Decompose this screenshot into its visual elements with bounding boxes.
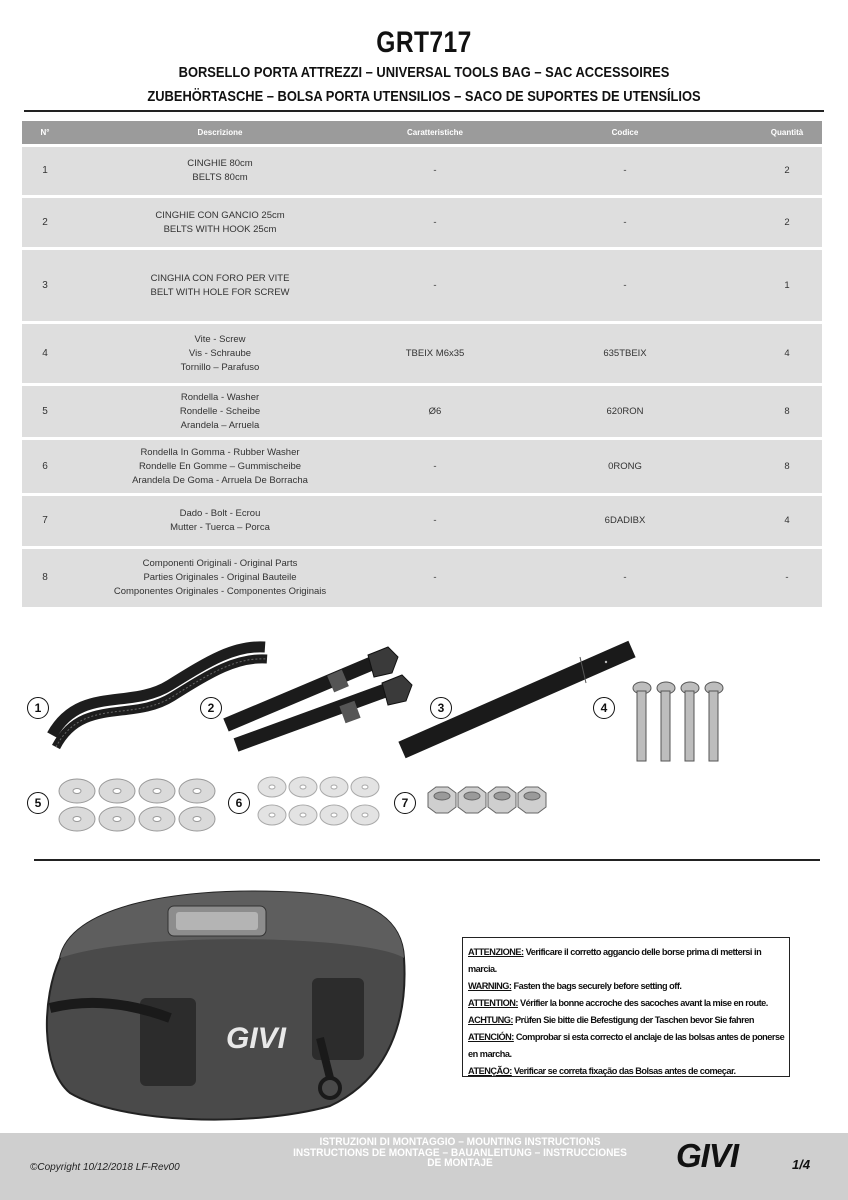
belt-80cm-image bbox=[52, 647, 267, 747]
desc-line: BELTS WITH HOOK 25cm bbox=[163, 223, 277, 235]
callout-6: 6 bbox=[228, 792, 250, 814]
row-code: 620RON bbox=[498, 386, 752, 437]
desc-line: CINGHIE 80cm bbox=[187, 158, 253, 169]
warning-text: Verificare il corretto aggancio delle borse prima di mettersi in marcia. bbox=[468, 947, 762, 974]
callout-5: 5 bbox=[27, 792, 49, 814]
desc-line: Tornillo – Parafuso bbox=[180, 361, 260, 373]
row-number: 2 bbox=[22, 198, 68, 247]
row-code: - bbox=[498, 549, 752, 607]
row-description bbox=[68, 250, 372, 321]
footer-line-3: DE MONTAJE bbox=[427, 1157, 493, 1169]
row-features: - bbox=[372, 496, 498, 546]
warning-box bbox=[462, 937, 790, 1077]
table-row bbox=[22, 198, 822, 247]
warning-pt bbox=[468, 1063, 785, 1080]
warning-key: ATENCIÓN: bbox=[468, 1032, 514, 1042]
warning-en bbox=[468, 978, 785, 995]
warning-key: ATTENTION: bbox=[468, 998, 518, 1008]
row-description bbox=[68, 324, 372, 383]
row-number: 5 bbox=[22, 386, 68, 437]
row-number: 6 bbox=[22, 440, 68, 493]
row-features: - bbox=[372, 198, 498, 247]
header-features: Caratteristiche bbox=[372, 121, 498, 144]
desc-line: Componentes Originales - Componentes Originais bbox=[113, 586, 327, 597]
row-quantity: 1 bbox=[752, 250, 822, 321]
desc-line: BELTS 80cm bbox=[192, 172, 248, 183]
row-number: 1 bbox=[22, 147, 68, 195]
row-quantity: 2 bbox=[752, 198, 822, 247]
row-features: - bbox=[372, 250, 498, 321]
row-quantity: - bbox=[752, 549, 822, 607]
desc-line: Rondella - Washer bbox=[180, 391, 260, 403]
row-description bbox=[68, 549, 372, 607]
row-number: 8 bbox=[22, 549, 68, 607]
row-code: 635TBEIX bbox=[498, 324, 752, 383]
table-row bbox=[22, 324, 822, 383]
callout-2: 2 bbox=[200, 697, 222, 719]
row-features: Ø6 bbox=[372, 386, 498, 437]
warning-de bbox=[468, 1012, 785, 1029]
warning-text: Prüfen Sie bitte die Befestigung der Taschen bevor Sie fahren bbox=[513, 1015, 754, 1025]
table-row bbox=[22, 440, 822, 493]
bag-logo: GIVI bbox=[226, 1022, 287, 1055]
desc-line: CINGHIA CON FORO PER VITE bbox=[150, 272, 290, 284]
desc-line: Vis - Schraube bbox=[188, 347, 252, 359]
warning-key: ATTENZIONE: bbox=[468, 947, 524, 957]
tools-bag-image bbox=[30, 878, 430, 1128]
desc-line: Rondelle En Gomme – Gummischeibe bbox=[138, 460, 302, 472]
footer-line-2: INSTRUCTIONS DE MONTAGE – BAUANLEITUNG – INSTRUCCIONES bbox=[293, 1146, 627, 1159]
warning-text: Comprobar si esta correcto el anclaje de las bolsas antes de ponerse en marcha. bbox=[468, 1032, 785, 1059]
warning-key: ATENÇÃO: bbox=[468, 1066, 512, 1076]
parts-illustration bbox=[20, 625, 820, 835]
page-number: 1/4 bbox=[792, 1157, 811, 1172]
warning-key: ACHTUNG: bbox=[468, 1015, 513, 1025]
header-description: Descrizione bbox=[68, 121, 372, 144]
desc-line: Arandela – Arruela bbox=[180, 419, 260, 431]
desc-line: Parties Originales - Original Bauteile bbox=[143, 572, 297, 583]
screws-image bbox=[633, 682, 723, 761]
row-number: 7 bbox=[22, 496, 68, 546]
desc-line: Vite - Screw bbox=[194, 333, 246, 345]
warning-text: Verificar se correta fixação das Bolsas antes de começar. bbox=[511, 1066, 736, 1076]
subtitle-line-1: BORSELLO PORTA ATTREZZI – UNIVERSAL TOOLS BAG – SAC ACCESSOIRES bbox=[178, 64, 670, 81]
row-code: 6DADIBX bbox=[498, 496, 752, 546]
desc-line: Rondella In Gomma - Rubber Washer bbox=[140, 446, 300, 458]
header-code: Codice bbox=[498, 121, 752, 144]
row-quantity: 2 bbox=[752, 147, 822, 195]
row-features: - bbox=[372, 549, 498, 607]
row-features: - bbox=[372, 147, 498, 195]
callout-3: 3 bbox=[430, 697, 452, 719]
copyright: ©Copyright 10/12/2018 LF-Rev00 bbox=[30, 1162, 180, 1173]
warning-it bbox=[468, 944, 785, 978]
givi-logo bbox=[674, 1138, 774, 1172]
warning-fr bbox=[468, 995, 785, 1012]
row-description bbox=[68, 440, 372, 493]
table-row bbox=[22, 250, 822, 321]
desc-line: Componenti Originali - Original Parts bbox=[142, 558, 298, 569]
washers-image bbox=[59, 779, 215, 831]
desc-line: Rondelle - Scheibe bbox=[179, 405, 261, 417]
row-code: 0RONG bbox=[498, 440, 752, 493]
document-code: GRT717 bbox=[376, 26, 472, 59]
nuts-image bbox=[428, 787, 546, 813]
row-quantity: 8 bbox=[752, 440, 822, 493]
callout-7: 7 bbox=[394, 792, 416, 814]
row-features: TBEIX M6x35 bbox=[372, 324, 498, 383]
header-divider bbox=[24, 110, 824, 112]
row-code: - bbox=[498, 198, 752, 247]
rubber-washers-image bbox=[258, 777, 379, 825]
callout-4: 4 bbox=[593, 697, 615, 719]
row-code: - bbox=[498, 147, 752, 195]
table-row bbox=[22, 496, 822, 546]
callout-1: 1 bbox=[27, 697, 49, 719]
row-description bbox=[68, 147, 372, 195]
table-row bbox=[22, 549, 822, 607]
desc-line: Mutter - Tuerca – Porca bbox=[170, 522, 270, 533]
givi-logo-text: GIVI bbox=[676, 1138, 739, 1172]
row-description bbox=[68, 496, 372, 546]
desc-line: CINGHIE CON GANCIO 25cm bbox=[155, 209, 285, 221]
desc-line: Dado - Bolt - Ecrou bbox=[179, 508, 261, 519]
row-description bbox=[68, 198, 372, 247]
header-quantity: Quantità bbox=[752, 121, 822, 144]
table-row bbox=[22, 147, 822, 195]
footer-instructions bbox=[285, 1137, 635, 1169]
desc-line: Arandela De Goma - Arruela De Borracha bbox=[132, 474, 308, 486]
footer-line-1: ISTRUZIONI DI MONTAGGIO – MOUNTING INSTRUCTIONS bbox=[319, 1136, 601, 1148]
row-number: 4 bbox=[22, 324, 68, 383]
row-quantity: 4 bbox=[752, 324, 822, 383]
row-code: - bbox=[498, 250, 752, 321]
desc-line: BELT WITH HOLE FOR SCREW bbox=[150, 286, 290, 298]
row-description bbox=[68, 386, 372, 437]
table-header-row bbox=[22, 121, 822, 144]
row-features: - bbox=[372, 440, 498, 493]
warning-es bbox=[468, 1029, 785, 1063]
row-quantity: 4 bbox=[752, 496, 822, 546]
table-row bbox=[22, 386, 822, 437]
row-number: 3 bbox=[22, 250, 68, 321]
warning-key: WARNING: bbox=[468, 981, 512, 991]
row-quantity: 8 bbox=[752, 386, 822, 437]
section-divider bbox=[34, 859, 820, 861]
subtitle-line-2: ZUBEHÖRTASCHE – BOLSA PORTA UTENSILIOS – SACO DE SUPORTES DE UTENSÍLIOS bbox=[147, 88, 701, 105]
warning-text: Fasten the bags securely before setting off. bbox=[511, 981, 682, 991]
warning-text: Vérifier la bonne accroche des sacoches avant la mise en route. bbox=[517, 998, 768, 1008]
parts-table bbox=[22, 118, 822, 610]
header-number: N° bbox=[22, 121, 68, 144]
